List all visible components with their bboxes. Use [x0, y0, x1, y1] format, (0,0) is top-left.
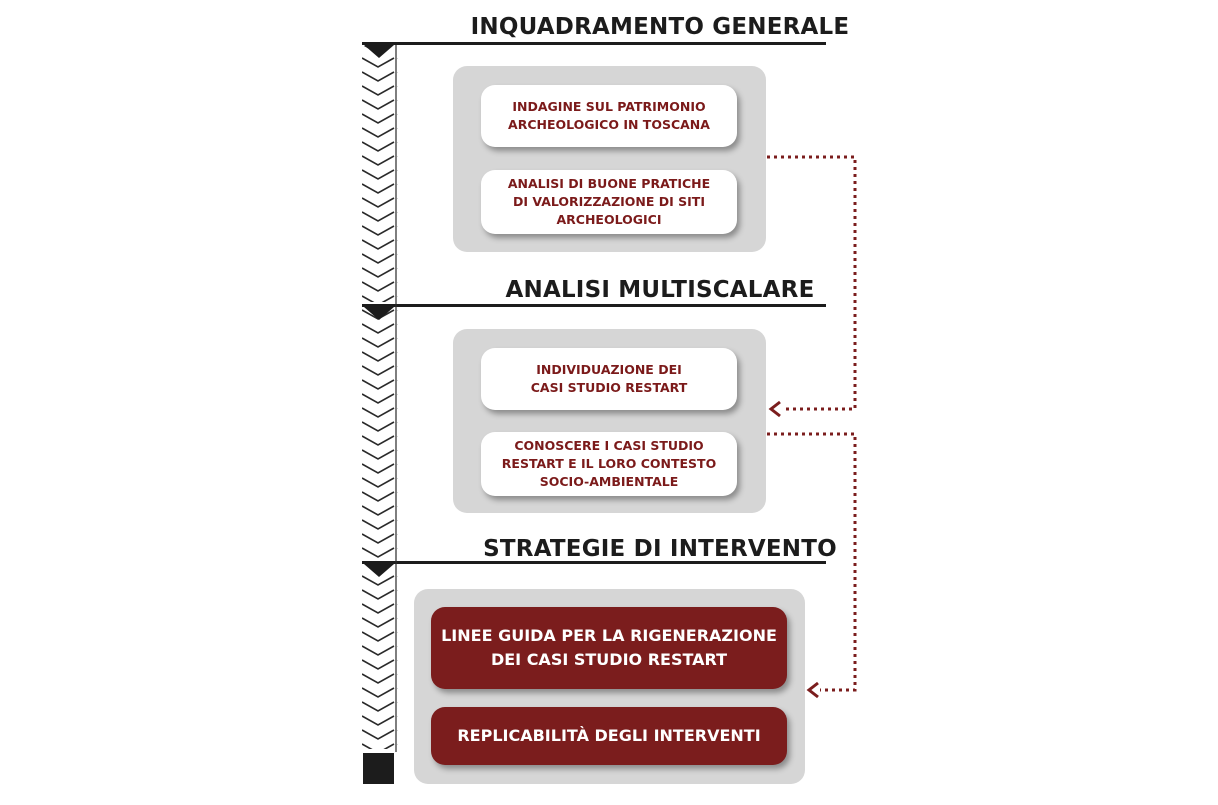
card-line: LINEE GUIDA PER LA RIGENERAZIONE — [441, 626, 777, 645]
connector-1-arrow-icon — [771, 402, 780, 416]
card-line: DEI CASI STUDIO RESTART — [490, 650, 728, 669]
card-indagine-patrimonio — [481, 85, 737, 147]
card-individuazione — [481, 348, 737, 410]
chevron-column-1 — [362, 46, 398, 302]
card-line: CASI STUDIO RESTART — [530, 380, 688, 395]
section-title-strategie: STRATEGIE DI INTERVENTO — [483, 536, 837, 562]
end-square — [363, 753, 394, 784]
card-line: INDIVIDUAZIONE DEI — [536, 362, 682, 377]
card-line: ARCHEOLOGICI — [556, 212, 662, 227]
card-line: ARCHEOLOGICO IN TOSCANA — [508, 117, 710, 132]
card-line: REPLICABILITÀ DEGLI INTERVENTI — [457, 726, 761, 745]
card-replicabilita — [431, 707, 787, 765]
card-line: SOCIO-AMBIENTALE — [539, 474, 679, 489]
card-line: DI VALORIZZAZIONE DI SITI — [512, 194, 705, 209]
connector-2-arrow-icon — [809, 683, 818, 697]
card-line: CONOSCERE I CASI STUDIO — [514, 438, 704, 453]
card-buone-pratiche — [481, 170, 737, 234]
connector-1 — [767, 157, 855, 409]
section-title-analisi: ANALISI MULTISCALARE — [505, 277, 815, 303]
card-conoscere — [481, 432, 737, 496]
card-line: ANALISI DI BUONE PRATICHE — [507, 176, 711, 191]
card-linee-guida — [431, 607, 787, 689]
chevron-column-2 — [362, 308, 398, 558]
section-title-inquadramento: INQUADRAMENTO GENERALE — [470, 14, 850, 40]
card-line: INDAGINE SUL PATRIMONIO — [512, 99, 706, 114]
chevron-column-3 — [362, 565, 398, 749]
card-line: RESTART E IL LORO CONTESTO — [501, 456, 717, 471]
